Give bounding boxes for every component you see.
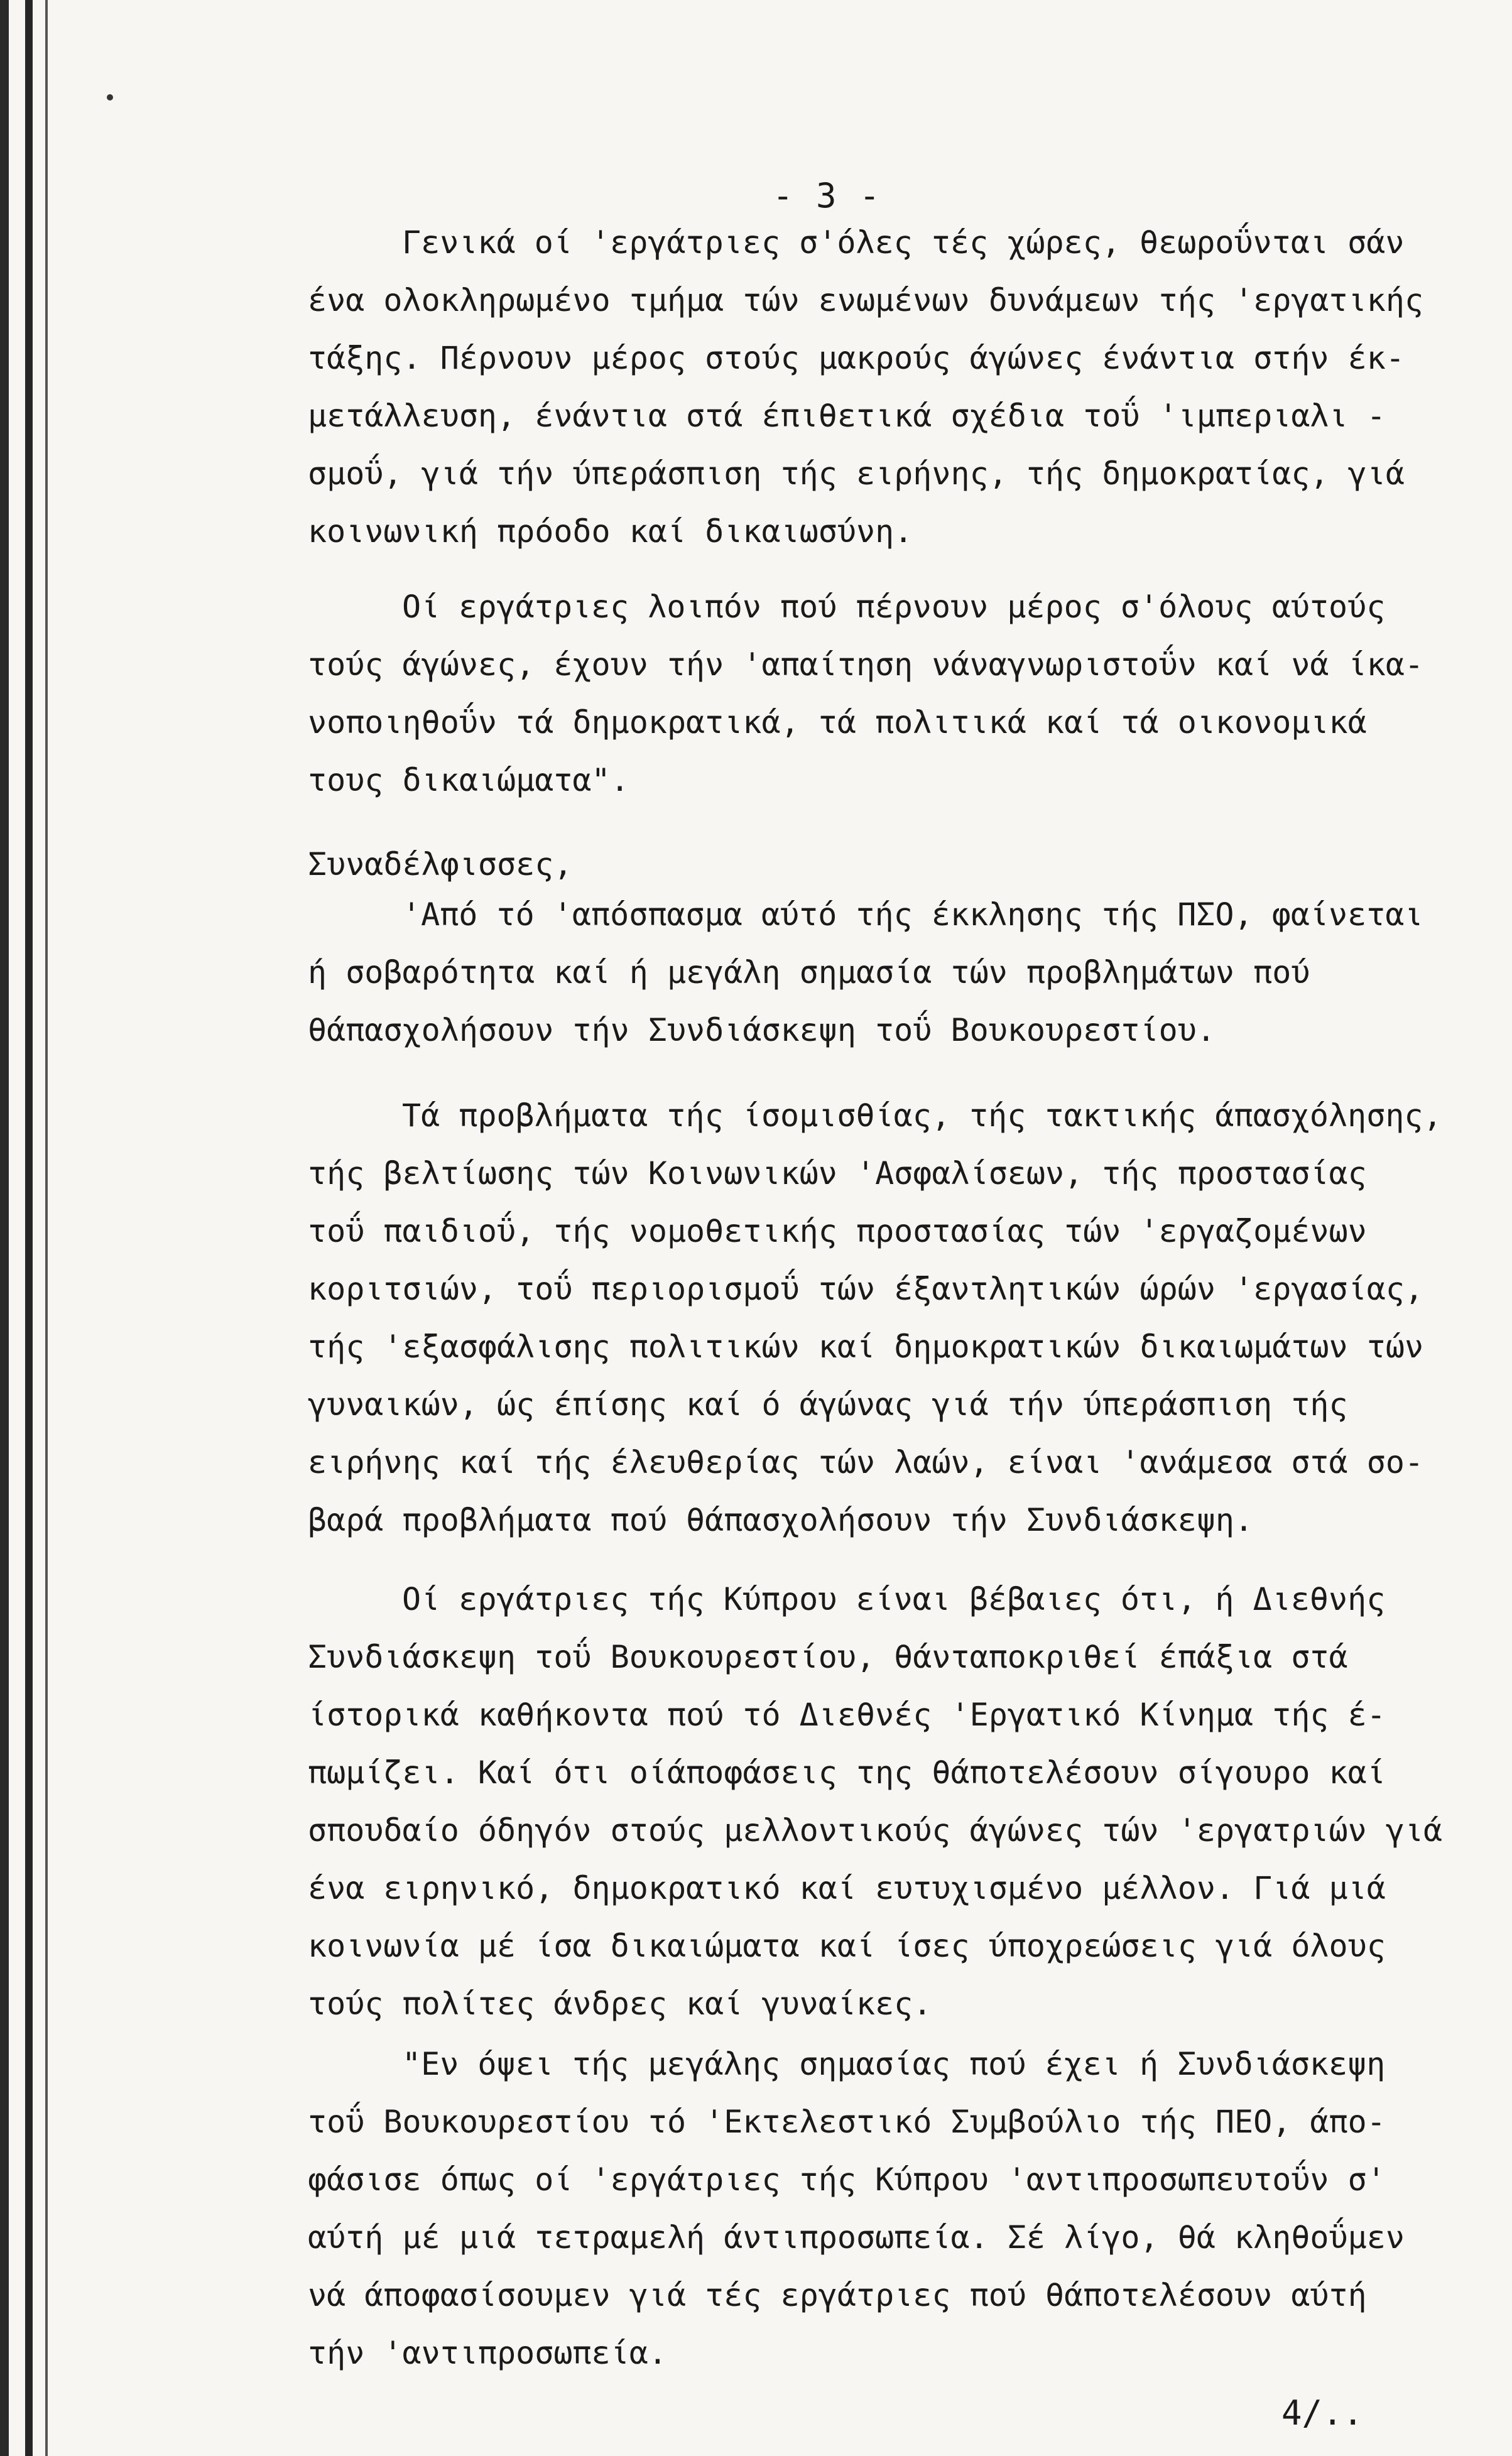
- salutation: [308, 835, 1489, 893]
- text-line: ίστορικά καθήκοντα πού τό Διεθνές 'Εργατικό Κίνημα τής έ-: [308, 1697, 1386, 1733]
- text-line: γυναικών, ώς έπίσης καί ό άγώνας γιά τήν ύπεράσπιση τής: [308, 1386, 1348, 1423]
- text-line: νοποιηθοΰν τά δημοκρατικά, τά πολιτικά καί τά οικονομικά: [308, 704, 1367, 741]
- text-line: 'Από τό 'απόσπασμα αύτό τής έκκλησης τής ΠΣΟ, φαίνεται: [402, 896, 1423, 933]
- text-line: τάξης. Πέρνουν μέρος στούς μακρούς άγώνες ένάντια στήν έκ-: [308, 340, 1405, 376]
- text-line: Οί εργάτριες τής Κύπρου είναι βέβαιες ότι, ή Διεθνής: [402, 1581, 1386, 1617]
- paragraph-1: [308, 214, 1489, 560]
- text-line: τήν 'αντιπροσωπεία.: [308, 2335, 667, 2371]
- page-number: - 3 -: [773, 176, 881, 215]
- paragraph-7: [308, 2035, 1489, 2382]
- text-line: κοινωνική πρόοδο καί δικαιωσύνη.: [308, 513, 913, 550]
- text-line: ένα ολοκληρωμένο τμήμα τών ενωμένων δυνάμεων τής 'εργατικής: [308, 282, 1424, 318]
- text-line: κοριτσιών, τοΰ περιορισμοΰ τών έξαντλητικών ώρών 'εργασίας,: [308, 1271, 1424, 1307]
- text-line: τους δικαιώματα".: [308, 762, 629, 798]
- text-line: ειρήνης καί τής έλευθερίας τών λαών, είναι 'ανάμεσα στά σο-: [308, 1444, 1424, 1481]
- text-line: τοΰ Βουκουρεστίου τό 'Εκτελεστικό Συμβούλιο τής ΠΕΟ, άπο-: [308, 2104, 1386, 2140]
- text-line: τής 'εξασφάλισης πολιτικών καί δημοκρατικών δικαιωμάτων τών: [308, 1329, 1424, 1365]
- scan-speck: [107, 94, 113, 101]
- text-line: ή σοβαρότητα καί ή μεγάλη σημασία τών προβλημάτων πού: [308, 954, 1310, 991]
- paragraph-2: [308, 578, 1489, 809]
- paragraph-6: [308, 1570, 1489, 2033]
- scan-binding-line-thin: [45, 0, 48, 2456]
- text-line: τής βελτίωσης τών Κοινωνικών 'Ασφαλίσεων, τής προστασίας: [308, 1155, 1367, 1192]
- text-line: νά άποφασίσουμεν γιά τές εργάτριες πού θάποτελέσουν αύτή: [308, 2277, 1367, 2313]
- paragraph-4: [308, 886, 1489, 1059]
- text-line: τούς πολίτες άνδρες καί γυναίκες.: [308, 1986, 932, 2022]
- text-line: Συναδέλφισσες,: [308, 846, 573, 883]
- text-line: Οί εργάτριες λοιπόν πού πέρνουν μέρος σ'όλους αύτούς: [402, 589, 1386, 625]
- text-line: θάπασχολήσουν τήν Συνδιάσκεψη τοΰ Βουκουρεστίου.: [308, 1012, 1216, 1048]
- text-line: μετάλλευση, ένάντια στά έπιθετικά σχέδια τοΰ 'ιμπεριαλι -: [308, 398, 1386, 434]
- text-line: κοινωνία μέ ίσα δικαιώματα καί ίσες ύποχρεώσεις γιά όλους: [308, 1928, 1386, 1964]
- paragraph-5: [308, 1087, 1489, 1549]
- text-line: πωμίζει. Καί ότι οίάποφάσεις της θάποτελέσουν σίγουρο καί: [308, 1754, 1386, 1791]
- text-line: φάσισε όπως οί 'εργάτριες τής Κύπρου 'αντιπροσωπευτοΰν σ': [308, 2161, 1386, 2198]
- text-line: τούς άγώνες, έχουν τήν 'απαίτηση νάναγνωριστοΰν καί νά ίκα-: [308, 646, 1424, 683]
- text-line: βαρά προβλήματα πού θάπασχολήσουν τήν Συνδιάσκεψη.: [308, 1502, 1254, 1538]
- text-line: Συνδιάσκεψη τοΰ Βουκουρεστίου, θάνταποκριθεί έπάξια στά: [308, 1639, 1348, 1675]
- text-line: σμοΰ, γιά τήν ύπεράσπιση τής ειρήνης, τής δημοκρατίας, γιά: [308, 455, 1405, 492]
- text-line: "Εν όψει τής μεγάλης σημασίας πού έχει ή Συνδιάσκεψη: [402, 2046, 1386, 2082]
- scan-binding-line: [25, 0, 33, 2456]
- text-line: τοΰ παιδιοΰ, τής νομοθετικής προστασίας τών 'εργαζομένων: [308, 1213, 1367, 1249]
- continuation-mark: 4/..: [1281, 2393, 1364, 2433]
- scan-edge-shadow: [0, 0, 9, 2456]
- text-line: σπουδαίο όδηγόν στούς μελλοντικούς άγώνες τών 'εργατριών γιά: [308, 1812, 1443, 1849]
- text-line: Τά προβλήματα τής ίσομισθίας, τής τακτικής άπασχόλησης,: [402, 1097, 1442, 1134]
- text-line: αύτή μέ μιά τετραμελή άντιπροσωπεία. Σέ λίγο, θά κληθοΰμεν: [308, 2219, 1405, 2256]
- text-line: ένα ειρηνικό, δημοκρατικό καί ευτυχισμένο μέλλον. Γιά μιά: [308, 1870, 1386, 1906]
- text-line: Γενικά οί 'εργάτριες σ'όλες τές χώρες, θεωροΰνται σάν: [402, 224, 1405, 261]
